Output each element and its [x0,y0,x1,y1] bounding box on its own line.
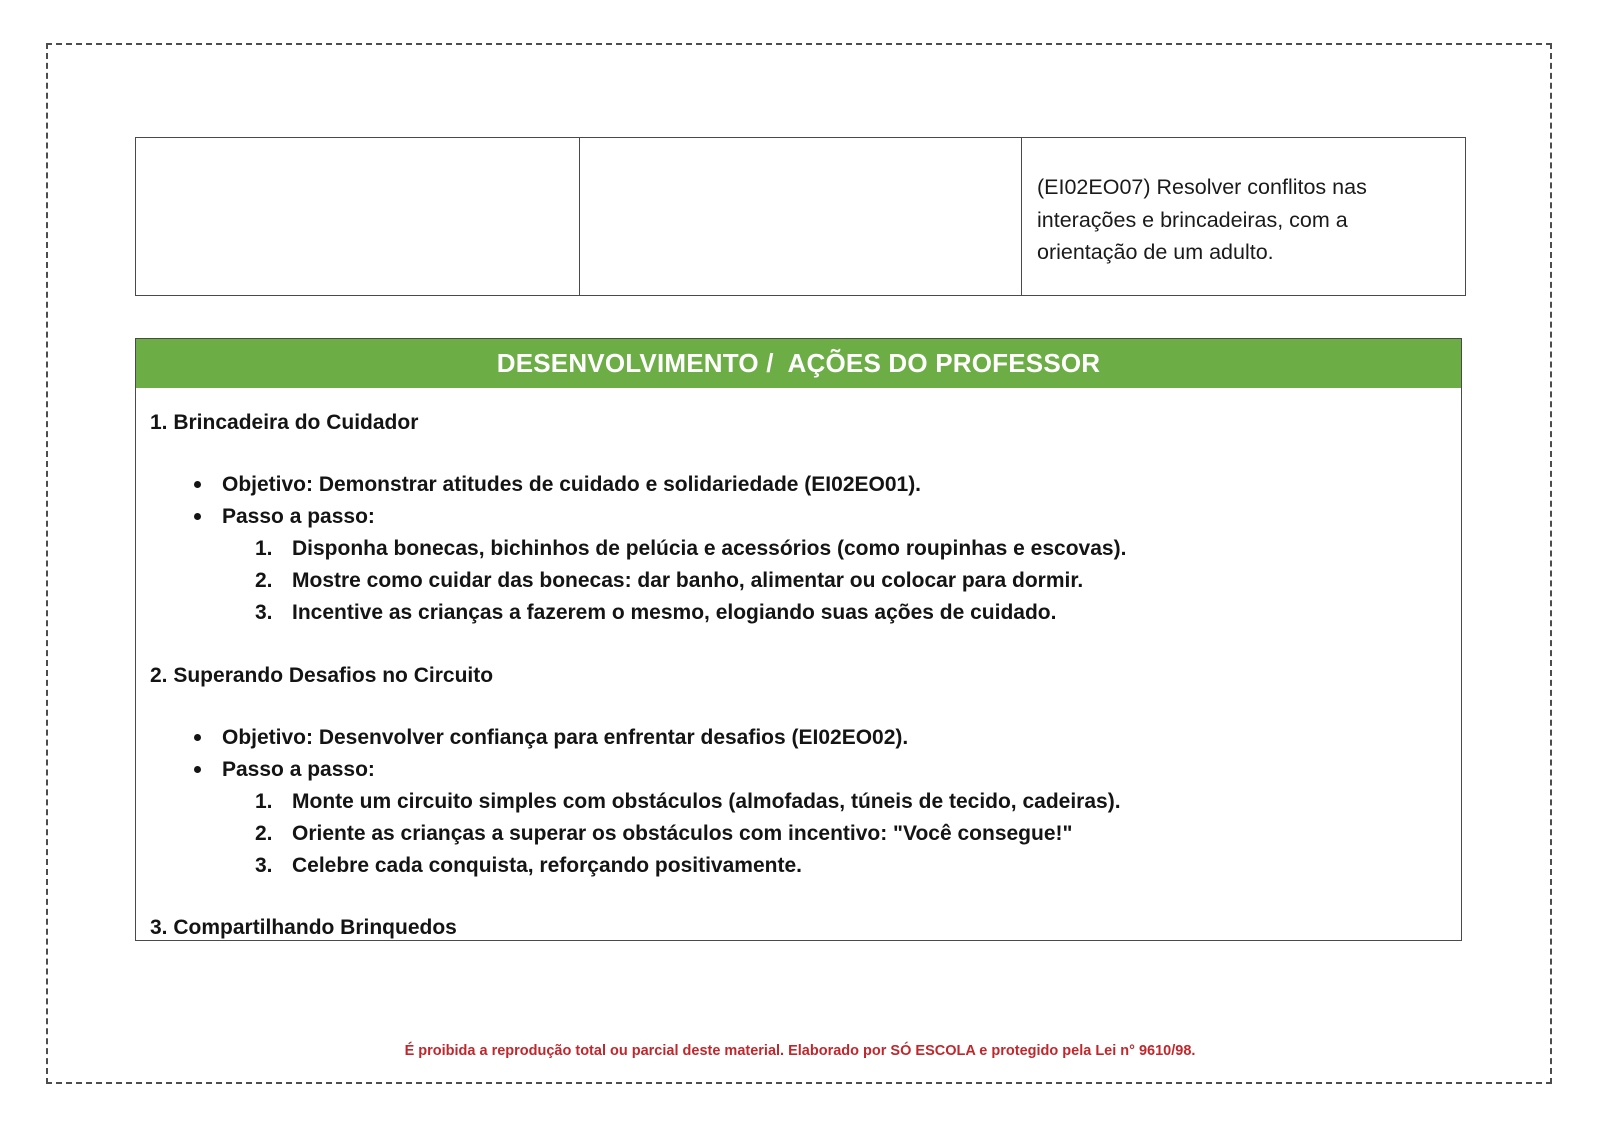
step-text: Celebre cada conquista, reforçando positivamente. [292,853,802,877]
bullet-dot-icon [194,481,201,488]
development-section-title: DESENVOLVIMENTO / AÇÕES DO PROFESSOR [496,348,1101,378]
spacer [150,881,1443,915]
copyright-footer: É proibida a reprodução total ou parcial deste material. Elaborado por SÓ ESCOLA e protegido pela Lei n° 9610/98. [404,1043,1196,1059]
list-item [150,469,1443,501]
table-cell-middle-text [580,138,1021,171]
bullet-text: Objetivo: Demonstrar atitudes de cuidado e solidariedade (EI02EO01). [222,473,922,497]
table-cell-left-text [136,138,579,171]
step-number: 1. [255,789,273,813]
bullet-text: Objetivo: Desenvolver confiança para enfrentar desafios (EI02EO02). [222,725,909,749]
activity-1-bullet-list [150,469,1443,533]
step-number: 2. [255,821,273,845]
competency-table-body [136,138,1466,296]
competency-table [135,137,1466,296]
list-item [150,754,1443,786]
development-section-header [136,339,1461,388]
table-cell-empty-middle [580,138,1022,296]
list-item [150,850,1443,882]
list-item [150,501,1443,533]
step-text: Monte um circuito simples com obstáculos (almofadas, túneis de tecido, cadeiras). [292,789,1121,813]
bullet-text: Passo a passo: [222,757,375,781]
activity-title-1: 1. Brincadeira do Cuidador [150,411,419,434]
step-text: Disponha bonecas, bichinhos de pelúcia e acessórios (como roupinhas e escovas). [292,537,1127,560]
bullet-dot-icon [194,766,201,773]
development-section [135,338,1462,941]
list-item [150,786,1443,818]
activity-2-bullet-list [150,722,1443,786]
step-text: Mostre como cuidar das bonecas: dar banho, alimentar ou colocar para dormir. [292,568,1084,592]
table-cell-empty-left [136,138,580,296]
step-text: Oriente as crianças a superar os obstáculos com incentivo: "Você consegue!" [292,821,1073,845]
bullet-dot-icon [194,513,201,520]
list-item [150,597,1443,629]
bullet-dot-icon [194,734,201,741]
step-text: Incentive as crianças a fazerem o mesmo, elogiando suas ações de cuidado. [292,600,1057,624]
activity-title-2: 2. Superando Desafios no Circuito [150,663,494,687]
table-cell-competency-code [1022,138,1466,296]
table-row [136,138,1466,296]
step-number: 3. [255,853,273,877]
competency-code-text: (EI02EO07) Resolver conflitos nas interações e brincadeiras, com a orientação de um adulto. [1037,175,1367,265]
step-number: 1. [255,537,273,560]
list-item [150,818,1443,850]
spacer [150,435,1443,469]
development-section-body [136,388,1461,941]
list-item [150,565,1443,597]
spacer [150,688,1443,722]
step-number: 2. [255,568,273,592]
activity-title-3: 3. Compartilhando Brinquedos [150,916,457,940]
bullet-text: Passo a passo: [222,505,375,529]
list-item [150,722,1443,754]
activity-1-step-list [150,533,1443,629]
list-item [150,533,1443,565]
spacer [150,629,1443,663]
step-number: 3. [255,600,273,624]
activity-2-step-list [150,786,1443,882]
